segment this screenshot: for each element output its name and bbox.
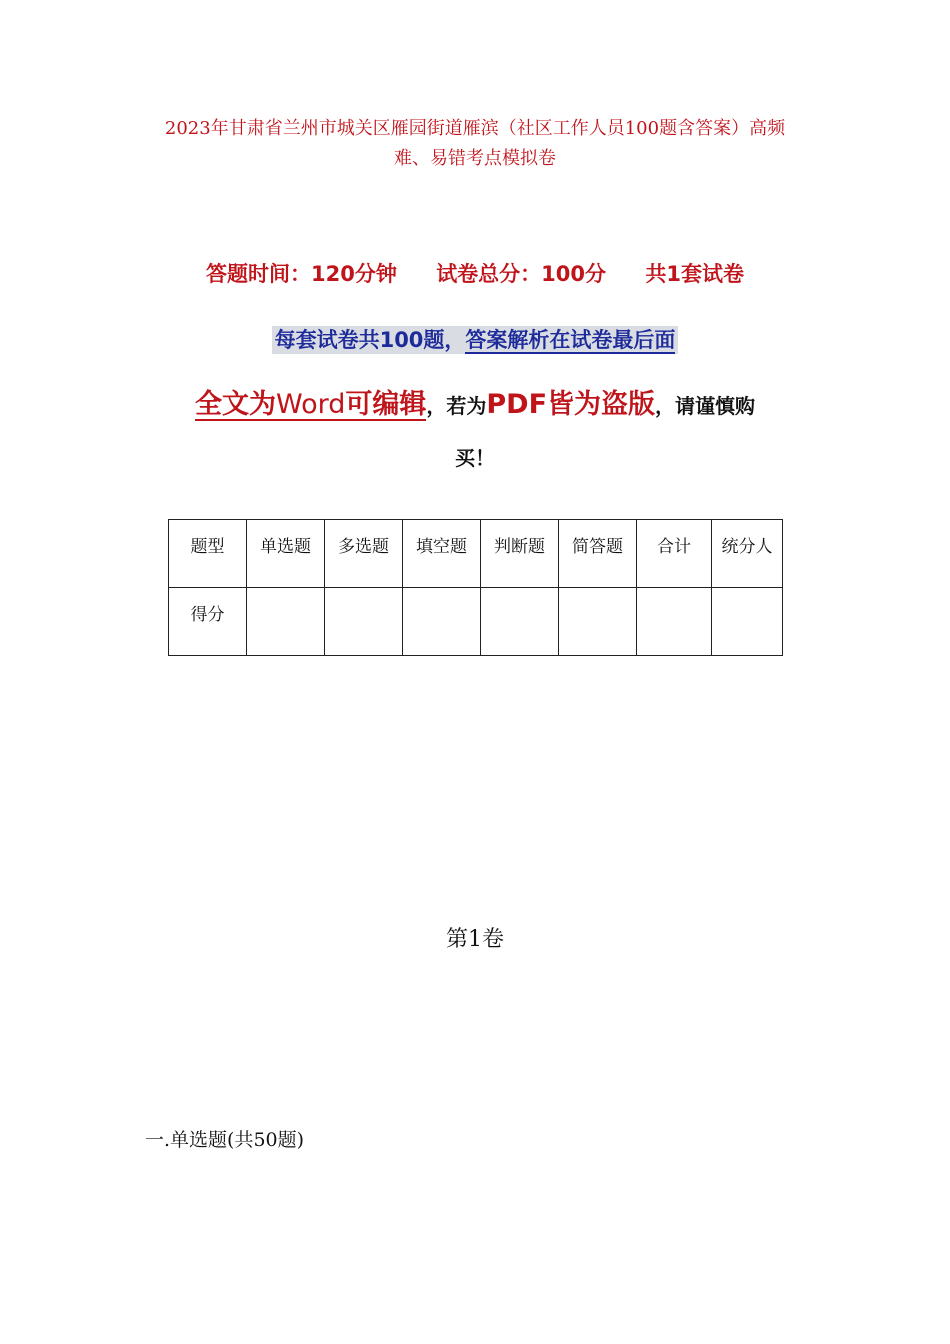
edit-part-a: 全文为 [194, 389, 276, 420]
score-table [168, 519, 783, 656]
edit-part-c: ，若为 [426, 394, 487, 418]
score-row-label: 得分 [169, 588, 247, 656]
header-cell-scorer: 统分人 [712, 520, 783, 588]
edit-part-b: 可编辑 [345, 389, 427, 420]
score-cell [712, 588, 783, 656]
score-table-score-row [169, 588, 783, 656]
score-cell [637, 588, 712, 656]
header-cell-single: 单选题 [247, 520, 325, 588]
answer-notice [0, 324, 950, 354]
edit-word: Word [275, 389, 346, 420]
edit-notice-underlined [194, 389, 427, 421]
edit-part-d: PDF皆为盗版 [486, 389, 656, 420]
header-cell-judge: 判断题 [481, 520, 559, 588]
header-cell-multi: 多选题 [325, 520, 403, 588]
document-title [120, 114, 830, 174]
score-table-header-row [169, 520, 783, 588]
edit-notice-line-2: 买！ [455, 446, 495, 470]
score-cell [481, 588, 559, 656]
header-cell-short: 简答题 [559, 520, 637, 588]
edit-part-e: ，请谨慎购 [655, 394, 756, 418]
score-cell [325, 588, 403, 656]
exam-time: 答题时间：120分钟 [206, 262, 397, 286]
notice-part-b: 答案解析在试卷最后面 [465, 328, 676, 352]
score-cell [247, 588, 325, 656]
header-cell-fill: 填空题 [403, 520, 481, 588]
exam-info [0, 258, 950, 288]
set-count: 共1套试卷 [645, 262, 744, 286]
header-cell-type: 题型 [169, 520, 247, 588]
title-line-1: 2023年甘肃省兰州市城关区雁园街道雁滨（社区工作人员100题含答案）高频 [164, 118, 786, 139]
score-cell [403, 588, 481, 656]
header-cell-total: 合计 [637, 520, 712, 588]
answer-notice-highlight [272, 326, 679, 354]
notice-part-a: 每套试卷共100题， [274, 328, 466, 352]
title-line-2: 难、易错考点模拟卷 [394, 148, 556, 169]
score-cell [559, 588, 637, 656]
total-score: 试卷总分：100分 [436, 262, 607, 286]
section-heading: 一.单选题(共50题) [145, 1129, 305, 1151]
edit-notice [0, 382, 950, 421]
volume-heading: 第1卷 [446, 927, 504, 952]
